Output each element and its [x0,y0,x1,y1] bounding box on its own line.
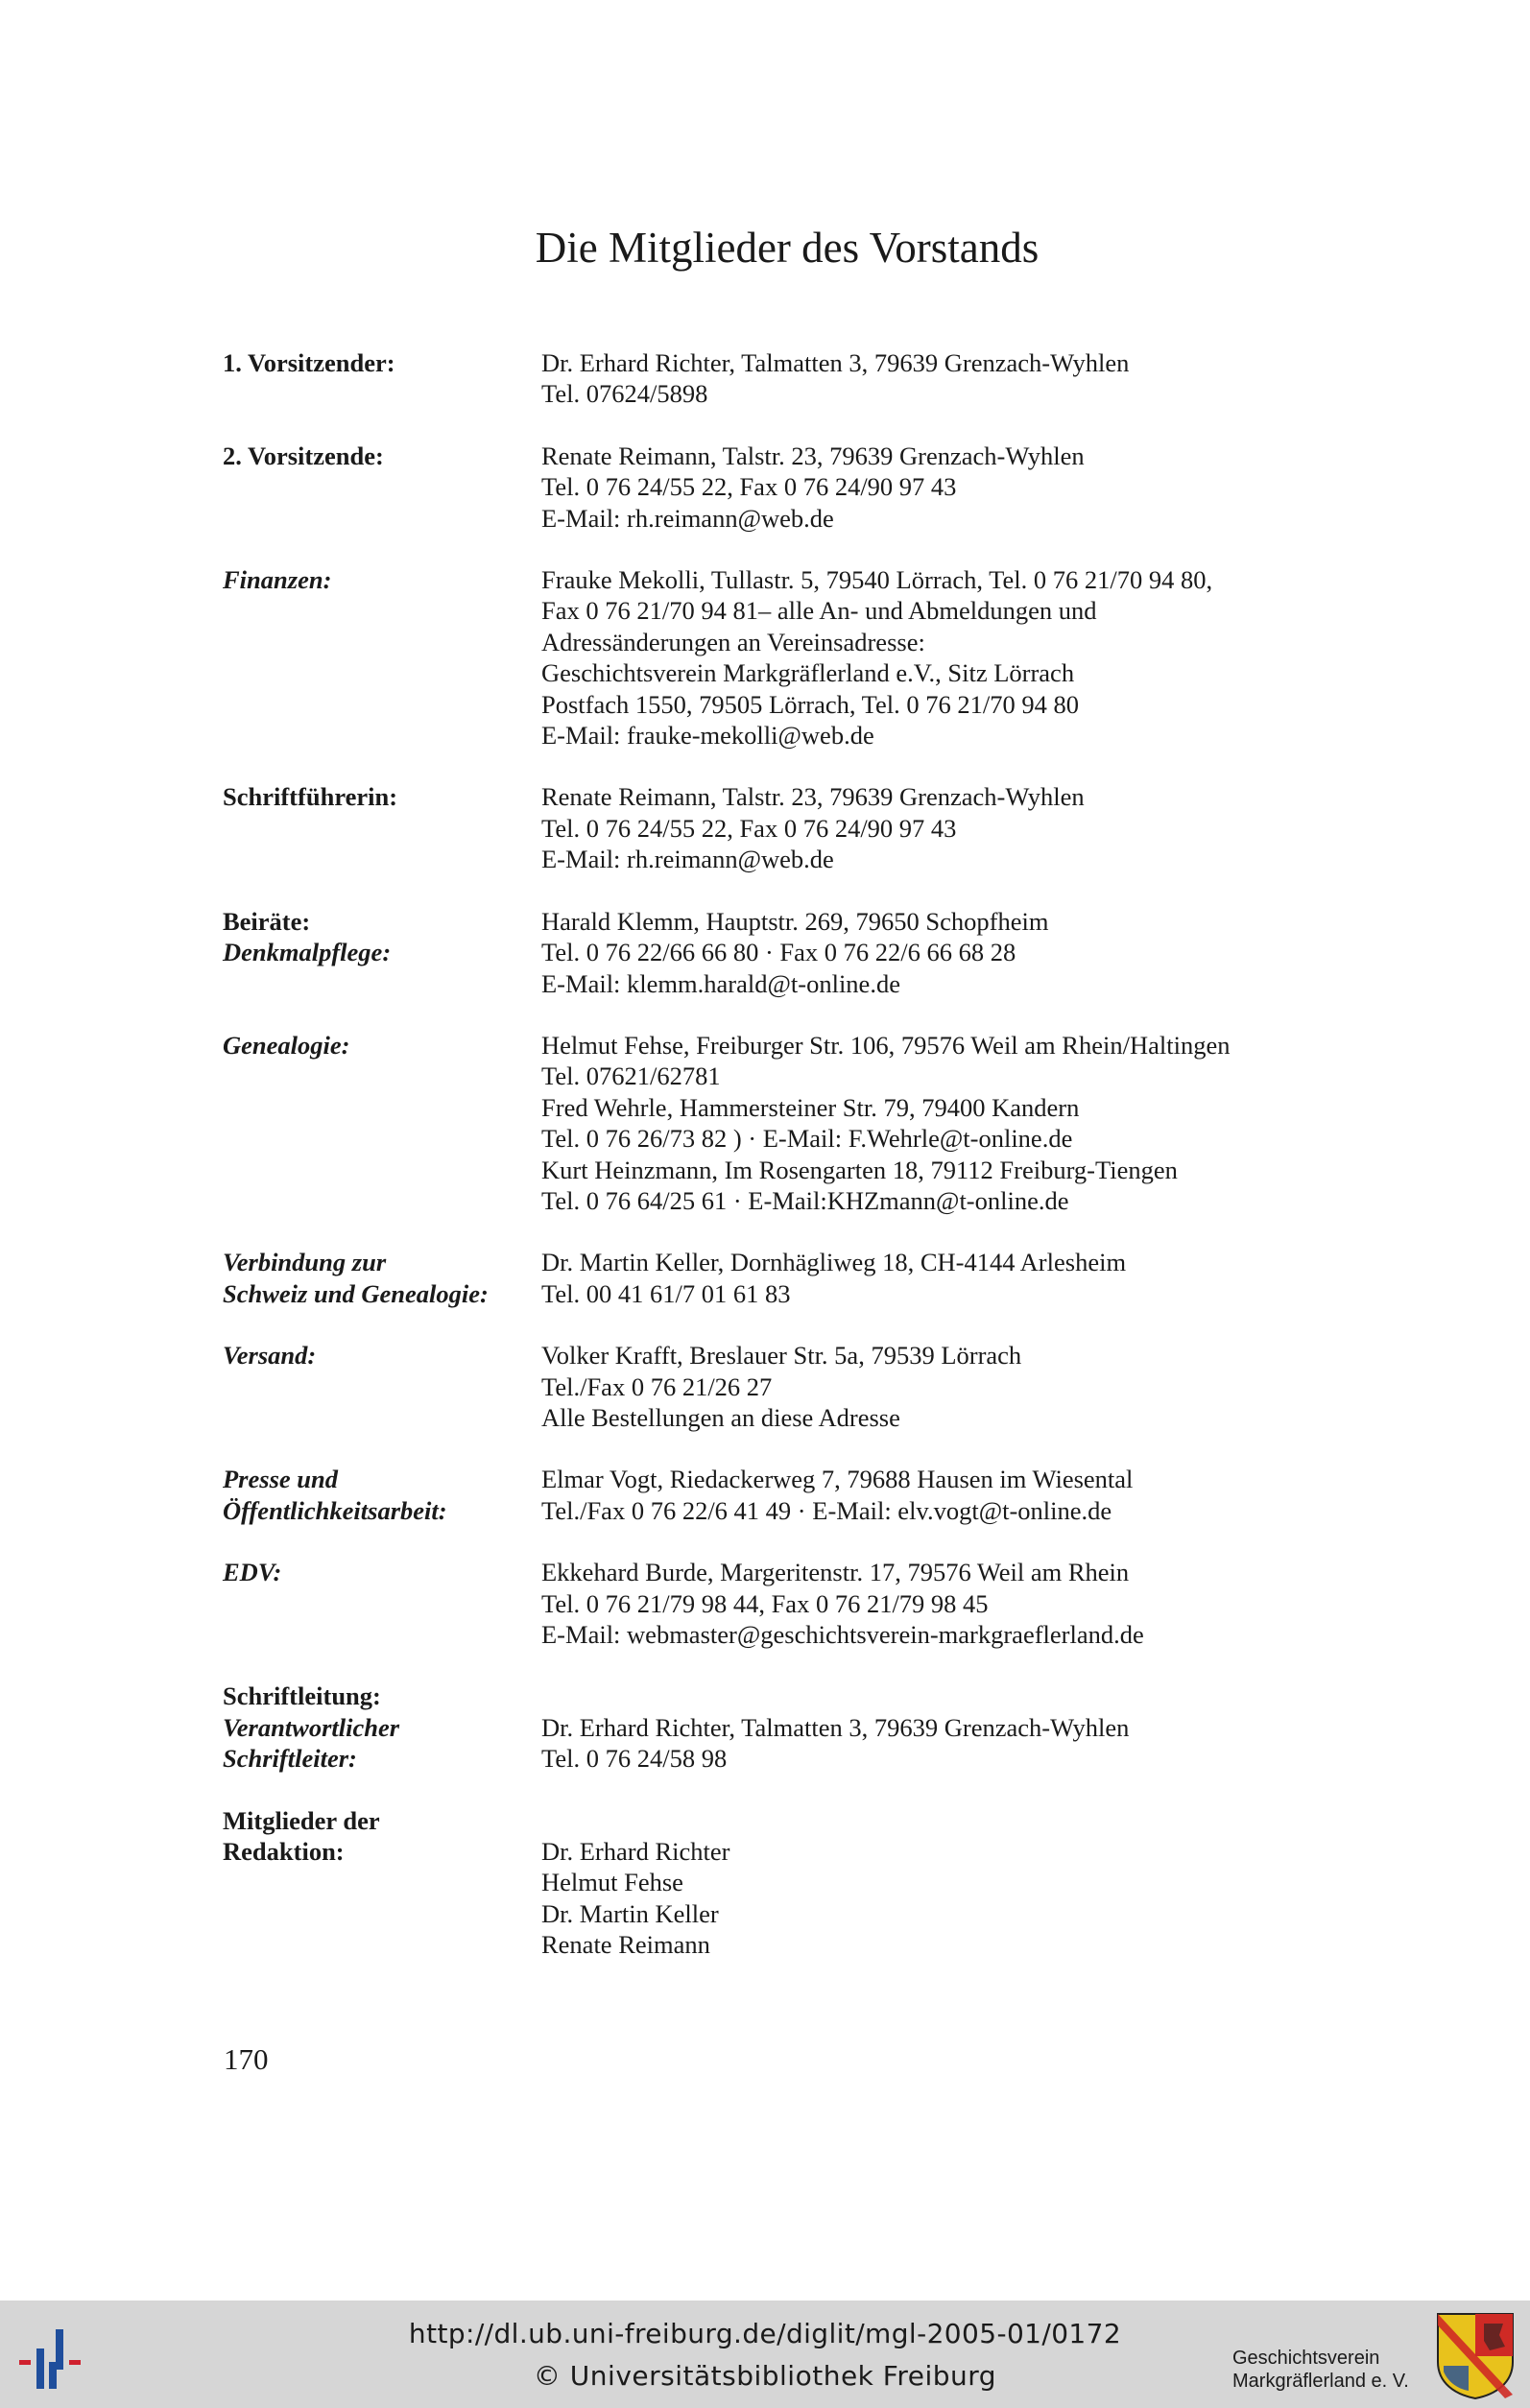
entry-role [223,1464,541,1526]
entry-details [541,441,1355,534]
detail-line: Geschichtsverein Markgräflerland e.V., Sitz Lörrach [541,658,1075,688]
role-label: Schweiz und Genealogie: [223,1278,489,1308]
entry-role [223,781,541,874]
entry-role [223,347,541,410]
page-title: Die Mitglieder des Vorstands [535,224,1040,272]
board-members-list [223,347,1355,1991]
entry-details [541,1681,1355,1774]
detail-line: Dr. Erhard Richter, Talmatten 3, 79639 Grenzach-Wyhlen [541,348,1130,377]
detail-line: Renate Reimann, Talstr. 23, 79639 Grenzach-Wyhlen [541,782,1085,812]
role-label: Denkmalpflege: [223,938,392,967]
detail-line: Tel. 0 76 24/55 22, Fax 0 76 24/90 97 43 [541,472,957,502]
society-name [1232,2347,1409,2393]
entry-role [223,1030,541,1216]
board-entry [223,1464,1355,1526]
detail-line: Renate Reimann [541,1930,710,1960]
society-name-line: Markgräflerland e. V. [1232,2371,1409,2392]
page-number: 170 [224,2042,269,2076]
board-entry [223,1340,1355,1433]
detail-line: E-Mail: webmaster@geschichtsverein-markgraeflerland.de [541,1620,1144,1649]
board-entry [223,1030,1355,1216]
detail-line: Adressänderungen an Vereinsadresse: [541,627,925,656]
entry-role [223,1247,541,1309]
entry-role [223,441,541,534]
detail-line: Harald Klemm, Hauptstr. 269, 79650 Schopfheim [541,906,1049,936]
board-entry [223,347,1355,410]
role-label: Genealogie: [223,1030,350,1060]
detail-line: Kurt Heinzmann, Im Rosengarten 18, 79112 Freiburg-Tiengen [541,1155,1178,1184]
entry-details [541,1805,1355,1961]
entry-details [541,1030,1355,1216]
detail-line: Dr. Erhard Richter [541,1837,730,1867]
detail-line: E-Mail: klemm.harald@t-online.de [541,968,900,998]
board-entry [223,1247,1355,1309]
detail-line: Tel. 0 76 64/25 61 · E-Mail:KHZmann@t-online.de [541,1185,1069,1215]
board-entry [223,564,1355,751]
detail-line: Frauke Mekolli, Tullastr. 5, 79540 Lörrach, Tel. 0 76 21/70 94 80, [541,565,1213,595]
role-label: Schriftleitung: [223,1681,381,1711]
entry-details [541,564,1355,751]
board-entry [223,781,1355,874]
board-entry [223,906,1355,999]
detail-line: Fax 0 76 21/70 94 81– alle An- und Abmeldungen und [541,596,1097,626]
detail-line: Tel. 0 76 24/55 22, Fax 0 76 24/90 97 43 [541,813,957,843]
role-label: 1. Vorsitzender: [223,348,395,377]
role-label: Mitglieder der [223,1805,380,1835]
society-crest-icon[interactable] [1436,2312,1515,2400]
detail-line: Helmut Fehse [541,1868,683,1897]
detail-line: Tel. 07624/5898 [541,379,708,409]
detail-line: Tel. 00 41 61/7 01 61 83 [541,1278,791,1308]
board-entry [223,1681,1355,1774]
footer-bar [0,2301,1530,2408]
role-label: EDV: [223,1558,282,1587]
entry-role [223,1340,541,1433]
entry-role [223,1805,541,1961]
society-name-line: Geschichtsverein [1232,2348,1380,2369]
copyright-notice: © Universitätsbibliothek Freiburg [533,2360,997,2392]
detail-line: Dr. Martin Keller, Dornhägliweg 18, CH-4144 Arlesheim [541,1248,1127,1277]
role-label: Öffentlichkeitsarbeit: [223,1495,447,1525]
detail-line: Tel. 0 76 22/66 66 80 · Fax 0 76 22/6 66 68 28 [541,938,1016,967]
role-label: Finanzen: [223,565,332,595]
entry-details [541,1464,1355,1526]
entry-role [223,906,541,999]
role-label: Redaktion: [223,1837,345,1867]
detail-line: Alle Bestellungen an diese Adresse [541,1402,900,1432]
detail-line: E-Mail: rh.reimann@web.de [541,503,834,533]
detail-line: Tel. 07621/62781 [541,1061,721,1091]
detail-line: Tel. 0 76 24/58 98 [541,1744,728,1774]
detail-line: Fred Wehrle, Hammersteiner Str. 79, 79400 Kandern [541,1092,1080,1122]
entry-role [223,1681,541,1774]
detail-line: Ekkehard Burde, Margeritenstr. 17, 79576 Weil am Rhein [541,1558,1130,1587]
board-entry [223,1557,1355,1650]
permalink-url[interactable]: http://dl.ub.uni-freiburg.de/diglit/mgl-2005-01/0172 [408,2318,1122,2349]
detail-line: Volker Krafft, Breslauer Str. 5a, 79539 Lörrach [541,1341,1022,1371]
detail-line: Postfach 1550, 79505 Lörrach, Tel. 0 76 21/70 94 80 [541,689,1079,719]
detail-line: Tel. 0 76 26/73 82 ) · E-Mail: F.Wehrle@t-online.de [541,1124,1073,1154]
entry-details [541,781,1355,874]
detail-line: Renate Reimann, Talstr. 23, 79639 Grenzach-Wyhlen [541,441,1085,470]
entry-details [541,906,1355,999]
role-label: Beiräte: [223,906,311,936]
detail-line: Tel./Fax 0 76 22/6 41 49 · E-Mail: elv.vogt@t-online.de [541,1495,1112,1525]
detail-line: Helmut Fehse, Freiburger Str. 106, 79576 Weil am Rhein/Haltingen [541,1030,1231,1060]
role-label: Versand: [223,1341,317,1371]
entry-role [223,564,541,751]
board-entry [223,1805,1355,1961]
role-label: Schriftführerin: [223,782,398,812]
entry-role [223,1557,541,1650]
role-label: Verantwortlicher [223,1712,400,1742]
detail-line: E-Mail: frauke-mekolli@web.de [541,721,874,751]
entry-details [541,1247,1355,1309]
detail-line: Tel./Fax 0 76 21/26 27 [541,1371,773,1401]
detail-line: Elmar Vogt, Riedackerweg 7, 79688 Hausen im Wiesental [541,1465,1134,1494]
detail-line [541,1805,1355,1836]
detail-line: Dr. Erhard Richter, Talmatten 3, 79639 Grenzach-Wyhlen [541,1712,1130,1742]
entry-details [541,347,1355,410]
role-label: Schriftleiter: [223,1744,357,1774]
detail-line [541,1681,1355,1711]
detail-line: Tel. 0 76 21/79 98 44, Fax 0 76 21/79 98 45 [541,1588,989,1618]
role-label: Presse und [223,1465,339,1494]
detail-line: E-Mail: rh.reimann@web.de [541,845,834,874]
board-entry [223,441,1355,534]
role-label: Verbindung zur [223,1248,387,1277]
entry-details [541,1557,1355,1650]
role-label: 2. Vorsitzende: [223,441,384,470]
entry-details [541,1340,1355,1433]
detail-line: Dr. Martin Keller [541,1898,719,1928]
